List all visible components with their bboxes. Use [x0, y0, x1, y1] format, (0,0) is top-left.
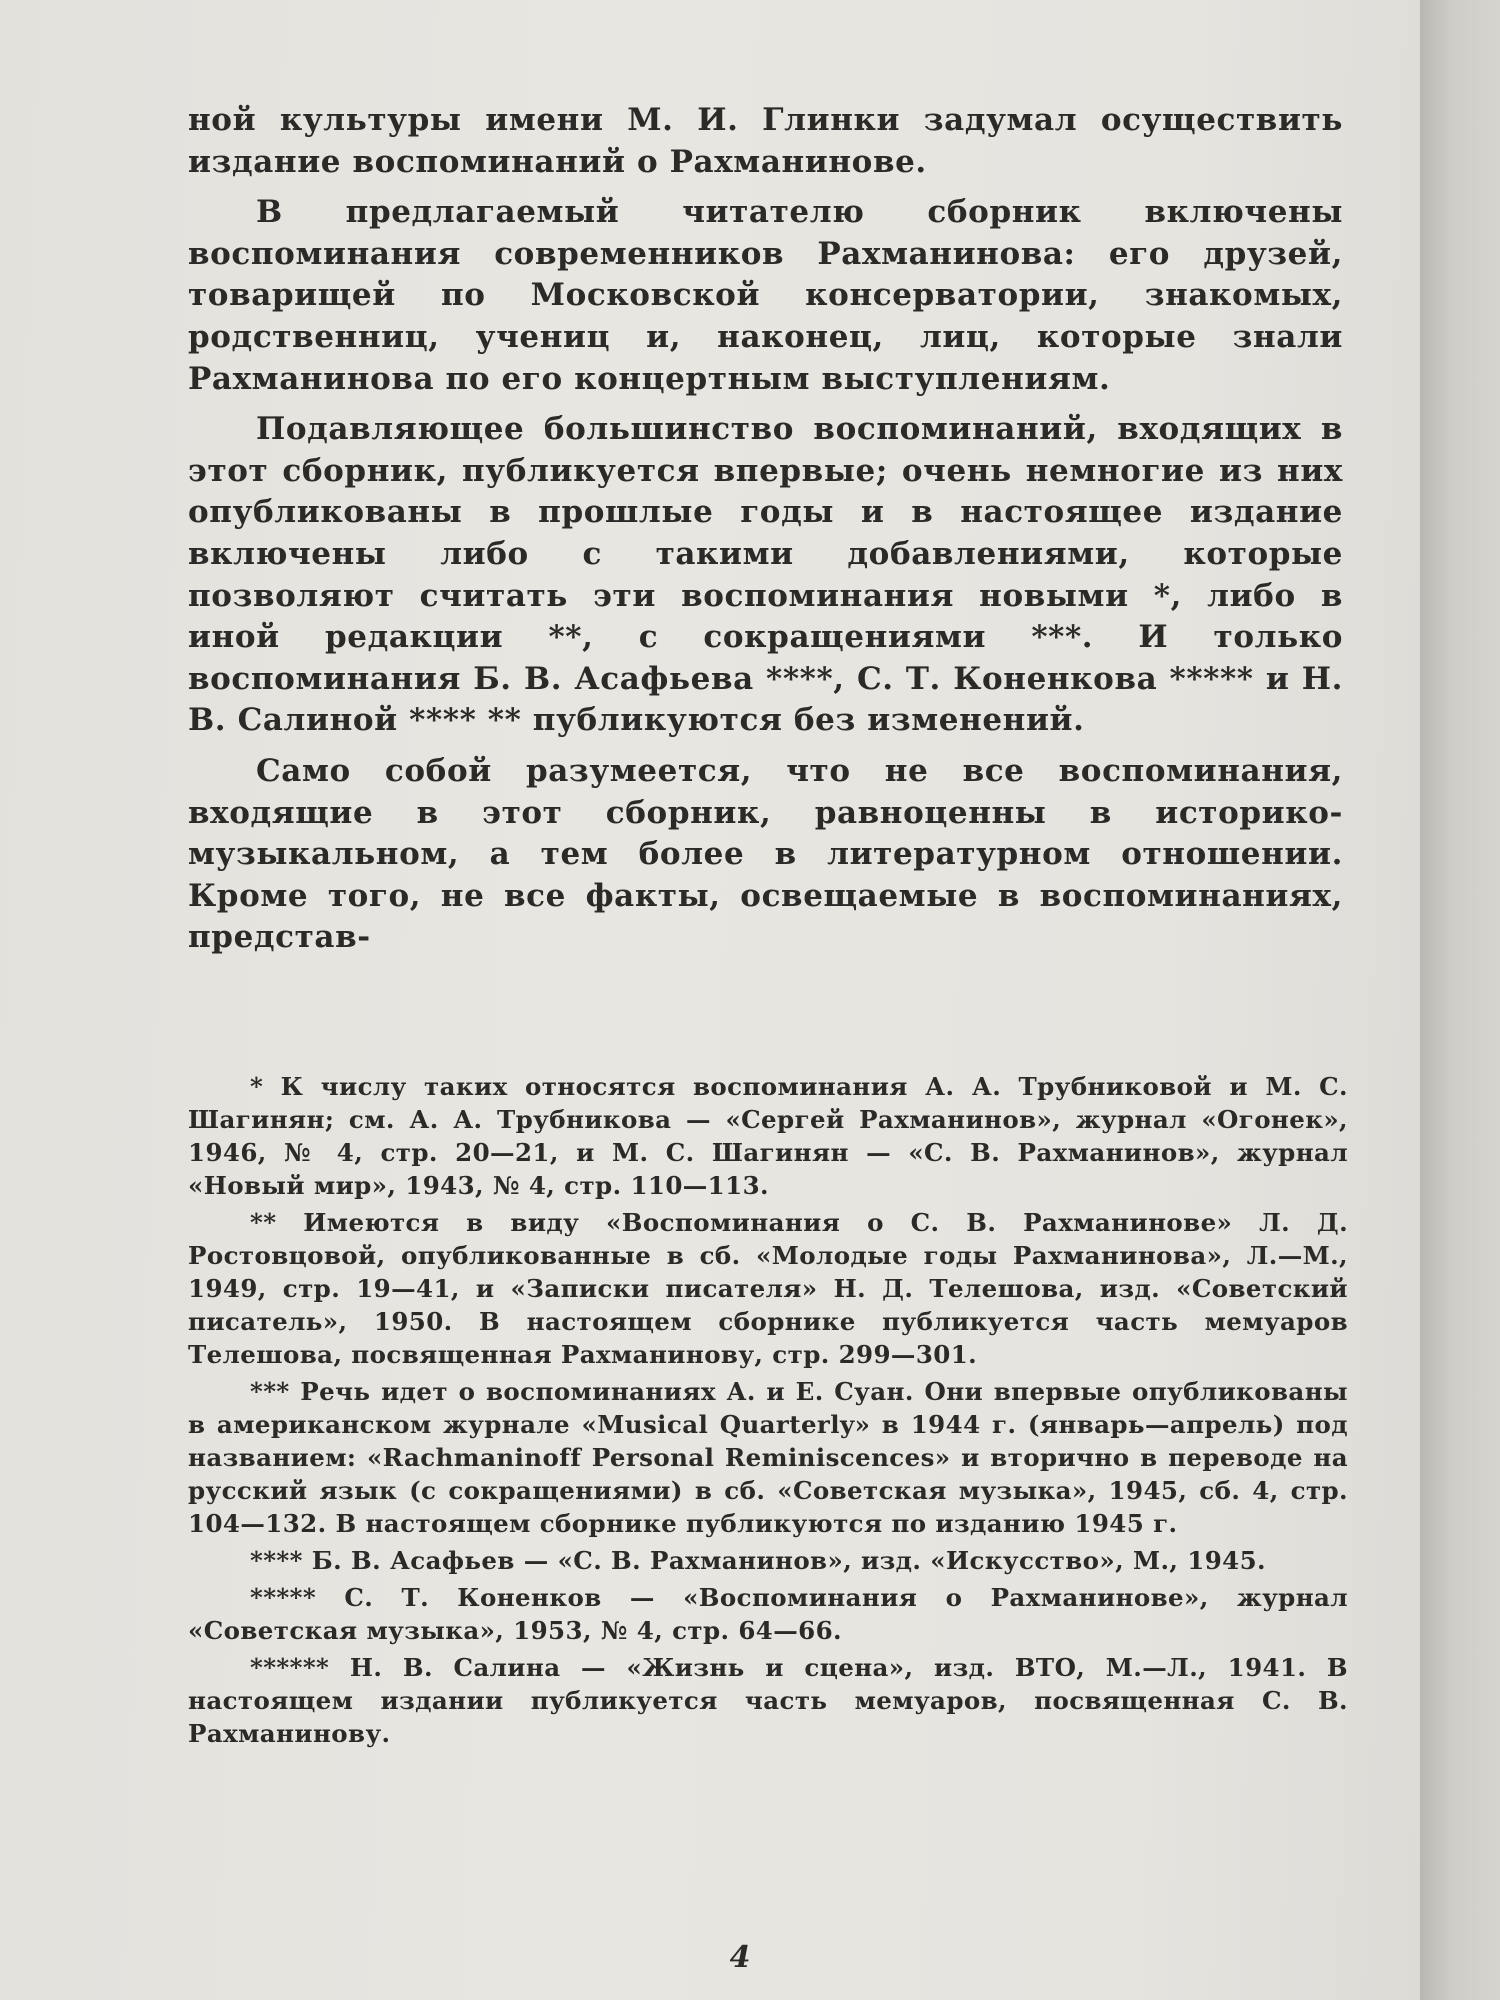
paragraph: В предлагаемый читателю сборник включены воспоминания современников Рахманинова: его друзей, товарищей по Московской консерватории, знакомых, родственниц, учениц и, наконец, лиц, которые знали Рахманинова по его концертным выступлениям. — [188, 194, 1343, 397]
page-number: 4 — [729, 1940, 751, 1975]
footnote: * К числу таких относятся воспоминания А. А. Трубниковой и М. С. Шагинян; см. А. А. Трубникова — «Сергей Рахманинов», журнал «Огонек», 1946, № 4, стр. 20—21, и М. С. Шагинян — «С. В. Рахманинов», журнал «Новый мир», 1943, № 4, стр. 110—113. — [188, 1072, 1348, 1200]
paragraph: Подавляющее большинство воспоминаний, входящих в этот сборник, публикуется впервые; очень немногие из них опубликованы в прошлые годы и в настоящее издание включены либо с такими добавлениями, которые позволяют считать эти воспоминания новыми *, либо в иной редакции **, с сокращениями ***. И только воспоминания Б. В. Асафьева ****, С. Т. Коненкова ***** и Н. В. Салиной **** ** публикуются без изменений. — [188, 411, 1343, 739]
main-text — [188, 100, 1343, 968]
footnote: **** Б. В. Асафьев — «С. В. Рахманинов», изд. «Искусство», М., 1945. — [250, 1546, 1266, 1575]
footnote: ***** С. Т. Коненков — «Воспоминания о Рахманинове», журнал «Советская музыка», 1953, № 4, стр. 64—66. — [188, 1583, 1348, 1645]
footnote: ****** Н. В. Салина — «Жизнь и сцена», изд. ВТО, М.—Л., 1941. В настоящем издании публикуется часть мемуаров, посвященная С. В. Рахманинову. — [188, 1653, 1348, 1748]
paragraph: Само собой разумеется, что не все воспоминания, входящие в этот сборник, равноценны в историко-музыкальном, а тем более в литературном отношении. Кроме того, не все факты, освещаемые в воспоминаниях, представ- — [188, 752, 1343, 956]
paragraph: ной культуры имени М. И. Глинки задумал осуществить издание воспоминаний о Рахманинове. — [188, 102, 1343, 180]
page-edge — [1420, 0, 1500, 2000]
footnote: *** Речь идет о воспоминаниях А. и Е. Суан. Они впервые опубликованы в американском журнале «Musical Quarterly» в 1944 г. (январь—апрель) под названием: «Rachmaninoff Personal Reminiscences» и вторично в переводе на русский язык (с сокращениями) в сб. «Советская музыка», 1945, сб. 4, стр. 104—132. В настоящем сборнике публикуются по изданию 1945 г. — [188, 1377, 1348, 1538]
footnotes — [188, 1070, 1348, 1754]
footnote: ** Имеются в виду «Воспоминания о С. В. Рахманинове» Л. Д. Ростовцовой, опубликованные в сб. «Молодые годы Рахманинова», Л.—М., 1949, стр. 19—41, и «Записки писателя» Н. Д. Телешова, изд. «Советский писатель», 1950. В настоящем сборнике публикуется часть мемуаров Телешова, посвященная Рахманинову, стр. 299—301. — [188, 1208, 1348, 1369]
